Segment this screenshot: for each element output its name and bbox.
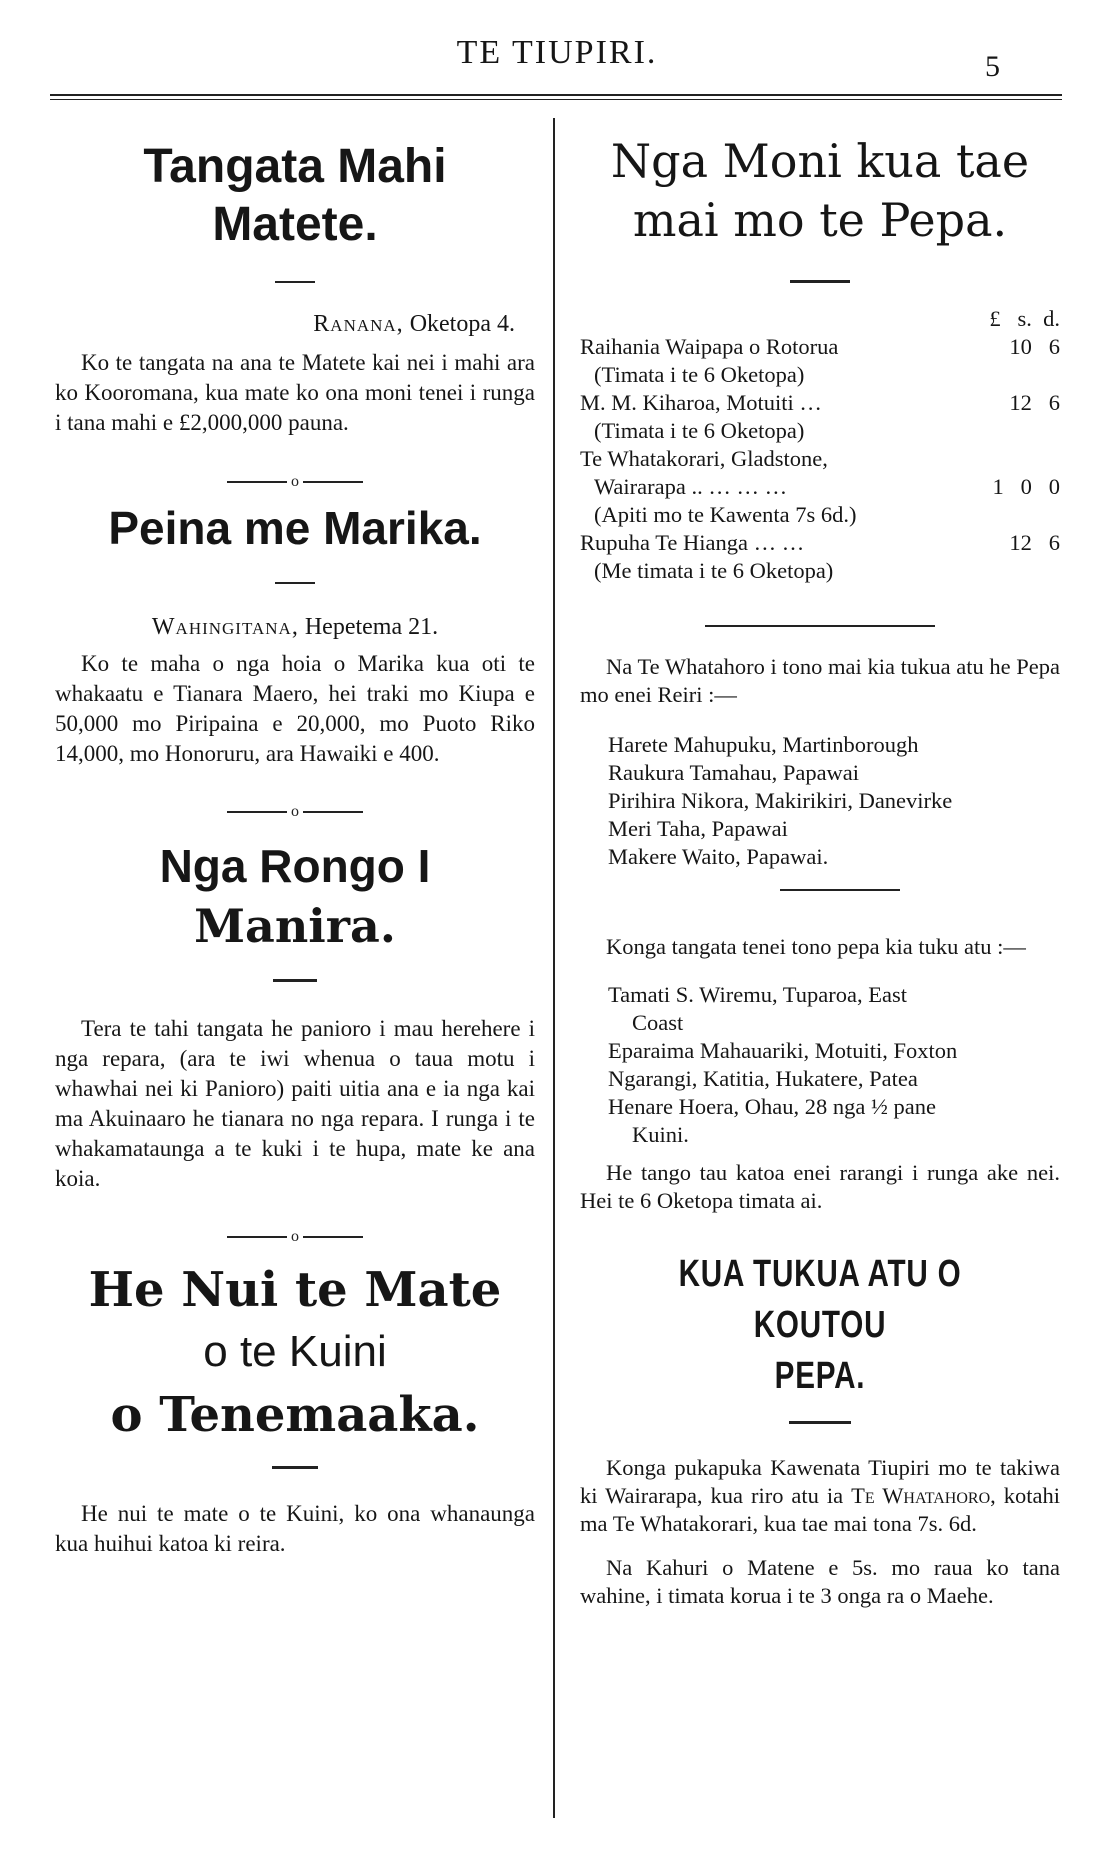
intro-text: Na Te Whatahoro i tono mai kia tukua atu he Pepa mo enei Reiri :— — [580, 653, 1060, 707]
outro-text: He tango tau katoa enei rarangi i runga ake nei. Hei te 6 Oketopa timata ai. — [580, 1159, 1060, 1213]
list-item: Harete Mahupuku, Martinborough — [608, 731, 919, 757]
list-item: Henare Hoera, Ohau, 28 nga ½ pane Kuini. — [608, 1093, 936, 1147]
headline-line-1: Tangata Mahi — [143, 140, 447, 193]
table-row-note: (Timata i te 6 Oketopa) — [594, 417, 805, 443]
headline — [633, 1249, 1007, 1403]
table-row: Raihania Waipapa o Rotorua 10 6 — [580, 333, 1060, 359]
section-divider: o — [55, 803, 535, 821]
headline-line-2: PEPA. — [774, 1355, 866, 1398]
list-item: Eparaima Mahauariki, Motuiti, Foxton — [608, 1037, 958, 1063]
short-rule — [275, 281, 315, 283]
headline-line-1: KUA TUKUA ATU O KOUTOU — [678, 1252, 962, 1347]
running-head: TE TIUPIRI. — [456, 34, 658, 71]
headline-line-1: Nga Moni kua tae — [610, 134, 1030, 188]
list-item: Pirihira Nikora, Makirikiri, Danevirke — [608, 787, 953, 813]
table-row: M. M. Kiharoa, Motuiti … 12 6 — [580, 389, 1060, 415]
list-item: Makere Waito, Papawai. — [608, 843, 829, 869]
table-header-row — [580, 305, 1060, 333]
section-whatahoro — [580, 653, 1060, 871]
section-konga — [580, 933, 1060, 1215]
headline — [580, 132, 1060, 250]
headline-line-2: o te Kuini — [203, 1327, 387, 1377]
article-body: He nui te mate o te Kuini, ko ona whanaunga kua huihui katoa ki reira. — [55, 1501, 535, 1557]
dateline-date: Oketopa 4. — [409, 311, 515, 338]
section-divider: o — [55, 1228, 535, 1246]
table-row: Rupuha Te Hianga … … 12 6 — [580, 529, 1060, 555]
article-body: Tera te tahi tangata he panioro i mau herehere i nga repara, (ara te iwi whenua o taua motu i whawhai nei ki Panioro) paiti uitia ana e ia nga kai ma Akuinaaro he tianara no nga repara. I runga i te whakamataunga a te kuki i te hupa, mate ke ana koia. — [55, 1015, 535, 1191]
short-rule — [272, 1466, 318, 1469]
subscription-table — [580, 305, 1060, 585]
headline-line-1: Nga Rongo I — [159, 840, 431, 893]
article-body: Ko te maha o nga hoia o Marika kua oti te whakaatu e Tianara Maero, hei traki mo Kiupa e 50,000 mo Piripaina e 20,000, mo Puoto Riko 14,000, mo Honoruru, ara Hawaiki e 400. — [55, 650, 535, 766]
headline — [55, 138, 535, 253]
intro-text: Konga tangata tenei tono pepa kia tuku atu :— — [606, 933, 1026, 959]
section-nga-moni — [580, 132, 1060, 585]
short-rule — [790, 280, 850, 283]
dateline — [55, 614, 535, 641]
headline-line-2: mai mo te Pepa. — [632, 192, 1008, 247]
list-item: Tamati S. Wiremu, Tuparoa, East Coast — [608, 981, 907, 1035]
headline-line-1: He Nui te Mate — [88, 1262, 502, 1319]
list-item: Meri Taha, Papawai — [608, 815, 788, 841]
table-row-note: (Apiti mo te Kawenta 7s 6d.) — [594, 501, 857, 527]
short-rule — [275, 582, 315, 584]
article-nga-rongo — [55, 835, 535, 1194]
article-tangata-mahi — [55, 138, 535, 438]
headline: Peina me Marika. — [108, 501, 482, 554]
column-rule — [553, 118, 555, 1818]
list-item: Ngarangi, Katitia, Hukatere, Patea — [608, 1065, 918, 1091]
headline-line-2: Matete. — [212, 197, 378, 251]
section-kua-tukua — [580, 1249, 1060, 1610]
table-row-note: (Me timata i te 6 Oketopa) — [594, 557, 834, 583]
article-body: Ko te tangata na ana te Matete kai nei i mahi ara ko Kooromana, kua mate ko ona moni tenei i runga i tana mahi e £2,000,000 pauna. — [55, 350, 535, 436]
short-rule — [789, 1421, 851, 1424]
left-column — [55, 120, 535, 1559]
header-rule-top — [50, 94, 1062, 96]
name-list — [580, 731, 1060, 871]
section-divider: o — [55, 472, 535, 490]
name-list — [580, 981, 1060, 1149]
header-rule-bottom — [50, 99, 1062, 100]
table-row-note: (Timata i te 6 Oketopa) — [594, 361, 805, 387]
dateline — [55, 311, 535, 338]
section-rule — [780, 889, 900, 891]
column-headers: £ s. d. — [989, 305, 1060, 331]
article-peina-me-marika — [55, 501, 535, 769]
section-rule — [705, 625, 935, 627]
article-he-nui-te-mate — [55, 1260, 535, 1559]
page-number: 5 — [985, 50, 1000, 83]
dateline-date: Hepetema 21. — [304, 613, 439, 640]
right-column — [580, 120, 1060, 1610]
list-item: Raukura Tamahau, Papawai — [608, 759, 860, 785]
headline-line-2: Manira. — [194, 899, 396, 954]
table-row: Te Whatakorari, Gladstone, — [580, 445, 828, 471]
dateline-place: Wahingitana, — [151, 613, 299, 640]
paragraph: Na Kahuri o Matene e 5s. mo raua ko tana wahine, i timata korua i te 3 onga ra o Maehe. — [580, 1554, 1060, 1608]
short-rule — [273, 979, 317, 982]
paragraph: Konga pukapuka Kawenata Tiupiri mo te takiwa ki Wairarapa, kua riro atu ia Te Whatahoro, kotahi ma Te Whatakorari, kua tae mai tona 7s. 6d. — [580, 1454, 1060, 1536]
dateline-place: Ranana, — [313, 311, 404, 338]
table-row: Wairarapa .. … … … 1 0 0 — [594, 473, 1060, 499]
headline-line-3: o Tenemaaka. — [110, 1387, 480, 1444]
